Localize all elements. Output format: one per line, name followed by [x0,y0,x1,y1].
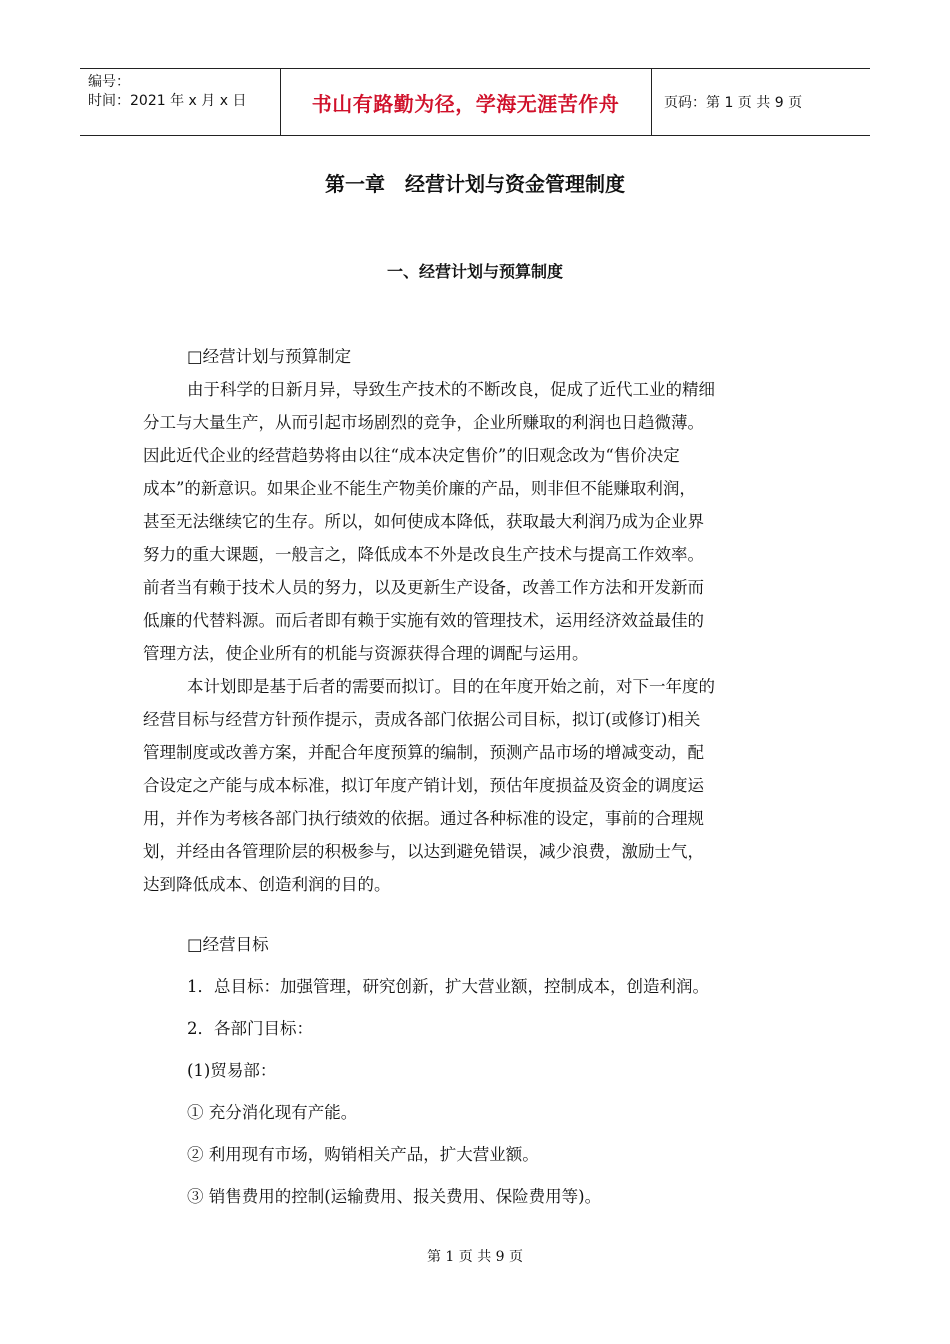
department-goal: ② 利用现有市场，购销相关产品，扩大营业额。 [187,1145,539,1164]
date-label: 时间：2021 年 x 月 x 日 [88,93,247,109]
header-motto: 书山有路勤为径，学海无涯苦作舟 [311,91,620,116]
paragraph-line: 达到降低成本、创造利润的目的。 [143,875,391,894]
paragraph-line: 成本”的新意识。如果企业不能生产物美价廉的产品，则非但不能赚取利润， [143,479,696,498]
paragraph-line: 努力的重大课题，一般言之，降低成本不外是改良生产技术与提高工作效率。 [143,545,704,564]
chapter-title: 第一章 经营计划与资金管理制度 [325,172,625,196]
goals-section [143,924,808,1218]
paragraph-line: 甚至无法继续它的生存。所以，如何使成本降低，获取最大利润乃成为企业界 [143,512,704,531]
number-label: 编号： [88,74,130,90]
paragraph-line: 前者当有赖于技术人员的努力，以及更新生产设备，改善工作方法和开发新而 [143,578,704,597]
department-heading: (1)贸易部： [187,1061,277,1080]
paragraph-line: 本计划即是基于后者的需要而拟订。目的在年度开始之前，对下一年度的 [187,677,715,696]
header-meta [88,73,283,111]
paragraph-line: 因此近代企业的经营趋势将由以往“成本决定售价”的旧观念改为“售价决定 [143,446,680,465]
department-goal: ① 充分消化现有产能。 [187,1103,358,1122]
item-heading: □经营计划与预算制定 [187,347,352,366]
paragraph-line: 合设定之产能与成本标准，拟订年度产销计划，预估年度损益及资金的调度运 [143,776,704,795]
paragraph-line: 经营目标与经营方针预作提示，责成各部门依据公司目标，拟订(或修订)相关 [143,710,701,729]
section-title: 一、经营计划与预算制度 [386,262,563,281]
goal-item: 2．各部门目标： [187,1019,313,1038]
item-heading: □经营目标 [187,935,269,954]
document-body [143,340,808,901]
header-page-info: 页码：第 1 页 共 9 页 [664,95,803,111]
page-footer: 第 1 页 共 9 页 [426,1249,524,1265]
paragraph-line: 低廉的代替料源。而后者即有赖于实施有效的管理技术，运用经济效益最佳的 [143,611,704,630]
document-header [80,68,870,136]
paragraph-line: 用，并作为考核各部门执行绩效的依据。通过各种标准的设定，事前的合理规 [143,809,704,828]
goal-item: 1．总目标：加强管理，研究创新，扩大营业额，控制成本，创造利润。 [187,977,709,996]
paragraph-line: 管理制度或改善方案，并配合年度预算的编制，预测产品市场的增减变动，配 [143,743,704,762]
header-divider [651,69,652,135]
paragraph-line: 分工与大量生产，从而引起市场剧烈的竞争，企业所赚取的利润也日趋微薄。 [143,413,704,432]
paragraph-line: 划，并经由各管理阶层的积极参与，以达到避免错误，减少浪费，激励士气， [143,842,704,861]
paragraph-line: 由于科学的日新月异，导致生产技术的不断改良，促成了近代工业的精细 [187,380,715,399]
paragraph-line: 管理方法，使企业所有的机能与资源获得合理的调配与运用。 [143,644,589,663]
department-goal: ③ 销售费用的控制(运输费用、报关费用、保险费用等)。 [187,1187,602,1206]
